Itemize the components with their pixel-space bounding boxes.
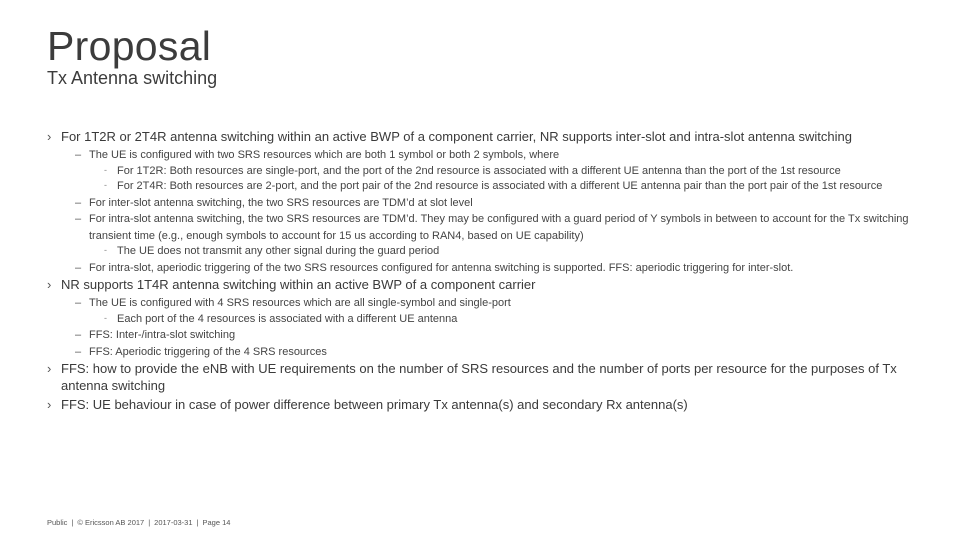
- bullet-text: The UE does not transmit any other signal during the guard period: [117, 245, 440, 257]
- bullet-text: FFS: Aperiodic triggering of the 4 SRS resources: [89, 345, 327, 358]
- bullet-text: The UE is configured with 4 SRS resources which are all single-symbol and single-port: [89, 297, 511, 309]
- bullet-text: Each port of the 4 resources is associated with a different UE antenna: [117, 312, 458, 325]
- bullet-level3: [47, 244, 922, 260]
- bullet-list: [47, 128, 922, 415]
- bullet-marker: –: [75, 149, 82, 161]
- footer-classification: Public: [47, 518, 68, 527]
- slide-title: Proposal: [47, 23, 212, 69]
- bullet-text: For 1T2R: Both resources are single-port, and the port of the 2nd resource is associated with a different UE antenna than the port of the 1st resource: [117, 164, 841, 177]
- footer-date: 2017-03-31: [154, 518, 193, 527]
- bullet-marker: –: [75, 213, 82, 225]
- bullet-marker: –: [75, 329, 82, 341]
- bullet-marker: -: [104, 164, 107, 175]
- bullet-marker: ›: [47, 129, 52, 144]
- bullet-marker: –: [75, 297, 82, 309]
- footer-copyright: © Ericsson AB 2017: [77, 518, 145, 527]
- bullet-level2: [47, 147, 922, 164]
- bullet-text: For inter-slot antenna switching, the two SRS resources are TDM’d at slot level: [89, 196, 473, 209]
- bullet-marker: –: [75, 261, 82, 274]
- bullet-text: FFS: how to provide the eNB with UE requirements on the number of SRS resources and the number of ports per resource for the purposes of Tx antenna switching: [61, 361, 897, 393]
- footer-page-number: 14: [222, 518, 231, 527]
- bullet-text: The UE is configured with two SRS resources which are both 1 symbol or both 2 symbols, where: [89, 149, 560, 161]
- bullet-marker: –: [75, 345, 82, 358]
- footer-page-label: Page: [202, 518, 221, 527]
- bullet-level2: [47, 195, 922, 212]
- bullet-text: For 2T4R: Both resources are 2-port, and the port pair of the 2nd resource is associated with a different UE antenna pair than the port pair of the 1st resource: [117, 180, 883, 192]
- bullet-text: For intra-slot, aperiodic triggering of the two SRS resources configured for antenna switching is supported. FFS: aperiodic triggering for inter-slot.: [89, 261, 794, 274]
- bullet-marker: ›: [47, 361, 52, 376]
- bullet-marker: –: [75, 196, 82, 209]
- bullet-level3: [47, 312, 922, 328]
- bullet-marker: -: [104, 245, 107, 255]
- bullet-marker: -: [104, 312, 107, 323]
- bullet-level2: [47, 211, 922, 244]
- bullet-level1: [47, 396, 922, 413]
- bullet-level2: [47, 327, 922, 344]
- slide-subtitle: Tx Antenna switching: [47, 68, 218, 88]
- bullet-level3: [47, 179, 922, 195]
- bullet-marker: -: [104, 180, 107, 190]
- bullet-level1: [47, 128, 922, 145]
- bullet-marker: ›: [47, 277, 52, 292]
- footer: Public | © Ericsson AB 2017 | 2017-03-31 | Page 14: [47, 518, 231, 527]
- bullet-level2: [47, 260, 922, 277]
- bullet-level1: [47, 360, 922, 394]
- bullet-text: For 1T2R or 2T4R antenna switching within an active BWP of a component carrier, NR supports inter-slot and intra-slot antenna switching: [61, 129, 852, 144]
- bullet-level1: [47, 276, 922, 293]
- bullet-text: NR supports 1T4R antenna switching within an active BWP of a component carrier: [61, 277, 536, 292]
- bullet-level2: [47, 295, 922, 312]
- bullet-level2: [47, 344, 922, 361]
- bullet-text: FFS: Inter-/intra-slot switching: [89, 329, 236, 341]
- bullet-marker: ›: [47, 397, 52, 412]
- bullet-text: FFS: UE behaviour in case of power difference between primary Tx antenna(s) and secondary Rx antenna(s): [61, 397, 688, 412]
- bullet-level3: [47, 164, 922, 180]
- bullet-text: For intra-slot antenna switching, the two SRS resources are TDM’d. They may be configured with a guard period of Y symbols in between to account for the Tx switching transient time (e.g., enough symbols to account for 15 us according to RAN4, based on UE capability): [89, 213, 909, 242]
